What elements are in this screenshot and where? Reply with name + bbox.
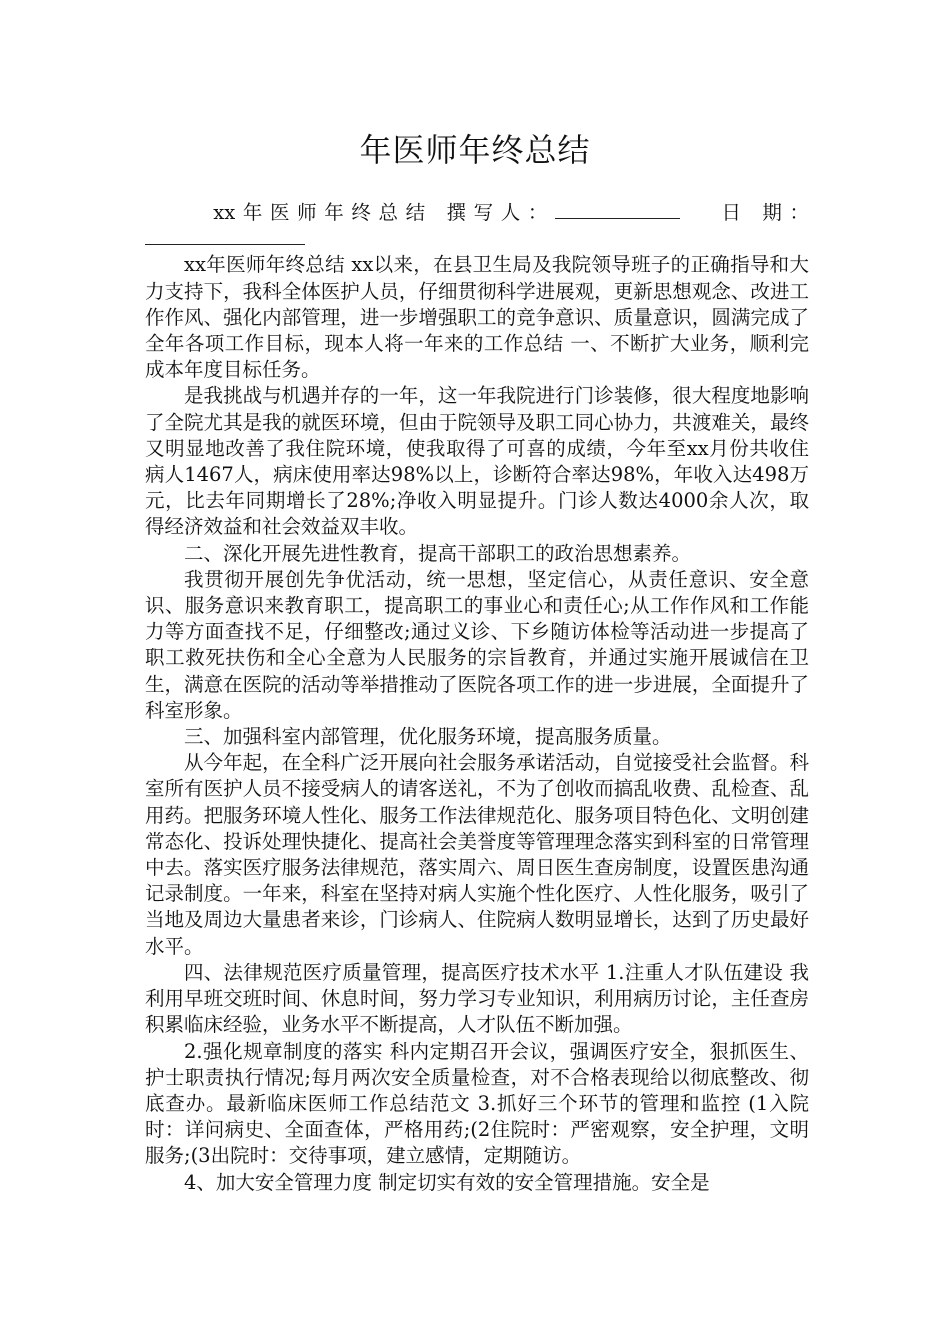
paragraph: 我贯彻开展创先争优活动，统一思想，坚定信心，从责任意识、安全意识、服务意识来教育职工，提高职工的事业心和责任心;从工作作风和工作能力等方面查找不足，仔细整改;通过义诊、下乡随访体检等活动进一步提高了职工救死扶伤和全心全意为人民服务的宗旨教育，并通过实施开展诚信在卫生，满意在医院的活动等举措推动了医院各项工作的进一步进展，全面提升了科室形象。: [145, 567, 809, 722]
section-heading: 二、深化开展先进性教育，提高干部职工的政治思想素养。: [184, 541, 692, 565]
date-blank: [145, 226, 305, 245]
section-heading: 三、加强科室内部管理，优化服务环境，提高服务质量。: [184, 725, 672, 749]
date-label: 日 期：: [721, 201, 809, 224]
paragraph: xx年医师年终总结 xx以来，在县卫生局及我院领导班子的正确指导和大力支持下，我科全体医护人员，仔细贯彻科学进展观，更新思想观念、改进工作作风、强化内部管理，进一步增强职工的竞争意识、质量意识，圆满完成了全年各项工作目标，现本人将一年来的工作总结 一、不断扩大业务，顺利完成本年度目标任务。: [145, 253, 809, 382]
paragraph: 4、加大安全管理力度 制定切实有效的安全管理措施。安全是: [184, 1170, 710, 1194]
header-text: xx年医师年终总结 撰写人：: [213, 201, 555, 224]
document-title: 年医师年终总结: [359, 131, 591, 169]
paragraph: 从今年起，在全科广泛开展向社会服务承诺活动，自觉接受社会监督。科室所有医护人员不接受病人的请客送礼，不为了创收而搞乱收费、乱检查、乱用药。把服务环境人性化、服务工作法律规范化、服务项目特色化、文明创建常态化、投诉处理快捷化、提高社会美誉度等管理理念落实到科室的日常管理中去。落实医疗服务法律规范，落实周六、周日医生查房制度，设置医患沟通记录制度。一年来，科室在坚持对病人实施个性化医疗、人性化服务，吸引了当地及周边大量患者来诊，门诊病人、住院病人数明显增长，达到了历史最好水平。: [145, 751, 809, 958]
paragraph: 四、法律规范医疗质量管理，提高医疗技术水平 1.注重人才队伍建设 我利用早班交班时间、休息时间，努力学习专业知识，利用病历讨论，主任查房积累临床经验，业务水平不断提高，人才队伍不断加强。: [145, 960, 809, 1037]
paragraph: 2.强化规章制度的落实 科内定期召开会议，强调医疗安全，狠抓医生、护士职责执行情况;每月两次安全质量检查，对不合格表现给以彻底整改、彻底查办。最新临床医师工作总结范文 3.抓好三个环节的管理和监控 (1入院时：详问病史、全面查体，严格用药;(2住院时：严密观察，安全护理，文明服务;(3出院时：交待事项，建立感情，定期随访。: [145, 1039, 809, 1168]
paragraph: 是我挑战与机遇并存的一年，这一年我院进行门诊装修，很大程度地影响了全院尤其是我的就医环境，但由于院领导及职工同心协力，共渡难关，最终又明显地改善了我住院环境，使我取得了可喜的成绩，今年至xx月份共收住病人1467人，病床使用率达98%以上，诊断符合率达98%，年收入达498万元，比去年同期增长了28%;净收入明显提升。门诊人数达4000余人次，取得经济效益和社会效益双丰收。: [145, 384, 809, 539]
meta-line: [145, 200, 809, 252]
author-blank: [555, 200, 680, 219]
document-body: [145, 200, 809, 1196]
